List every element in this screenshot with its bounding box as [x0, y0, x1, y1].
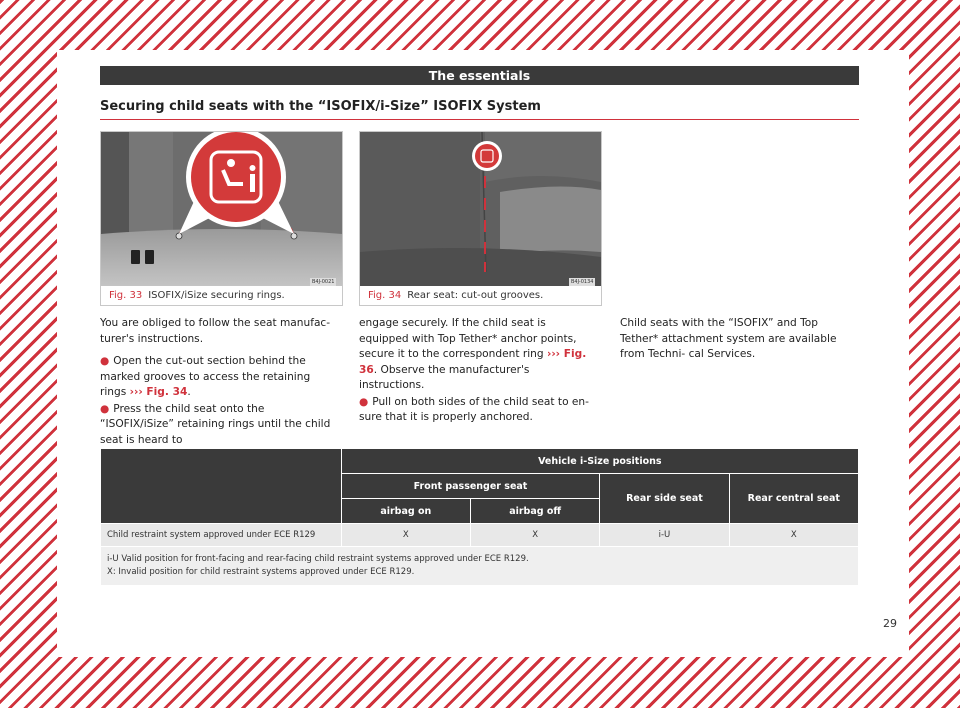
bullet-icon: ●	[100, 355, 110, 367]
i-size-positions-table	[100, 448, 859, 586]
figure-34	[359, 131, 602, 306]
intro-paragraph: You are obliged to follow the seat manufac- turer's instructions.	[100, 317, 331, 345]
figure-33-caption	[109, 290, 285, 301]
bullet-open-cutout	[100, 354, 338, 401]
title-divider	[100, 119, 859, 120]
airbag-on-header: airbag on	[341, 499, 470, 524]
table-notes	[101, 547, 859, 586]
figure-34-code: B4J-0134	[571, 279, 594, 285]
bullet-icon: ●	[359, 395, 369, 408]
bullet-pull-sides	[359, 395, 597, 426]
table-row	[101, 524, 859, 547]
note-valid-position: i-U Valid position for front-facing and rear-facing child restraint systems approved under ECE R129.	[107, 554, 529, 564]
bullet-open-cutout-end: .	[187, 386, 191, 398]
table-corner-cell	[101, 449, 342, 524]
figure-33-illustration	[101, 132, 342, 286]
rear-central-header: Rear central seat	[729, 474, 858, 524]
figure-34-caption	[368, 290, 543, 301]
figure-34-illustration	[360, 132, 601, 286]
engage-paragraph	[359, 316, 597, 394]
text-column-1	[100, 316, 338, 455]
table-notes-row	[101, 547, 859, 586]
bullet-pull-sides-text: Pull on both sides of the child seat to en- sure that it is properly anchored.	[359, 395, 589, 423]
cell-airbag-on: X	[341, 524, 470, 547]
text-column-3	[620, 316, 858, 370]
bullet-press-seat-text: Press the child seat onto the “ISOFIX/iSize” retaining rings until the child seat is heard to	[100, 402, 331, 446]
child-seat-i-icon	[475, 144, 499, 168]
rear-side-header: Rear side seat	[600, 474, 729, 524]
availability-paragraph: Child seats with the “ISOFIX” and Top Tether* attachment system are available from Techni- cal Services.	[620, 317, 837, 360]
fig-36-reference-link[interactable]: ››› Fig. 36	[359, 348, 587, 376]
cell-rear-central: X	[729, 524, 858, 547]
airbag-off-header: airbag off	[470, 499, 599, 524]
cell-airbag-off: X	[470, 524, 599, 547]
front-passenger-header: Front passenger seat	[341, 474, 600, 499]
figure-34-caption-text: Rear seat: cut-out grooves.	[407, 290, 544, 301]
figure-33-caption-text: ISOFIX/iSize securing rings.	[148, 290, 285, 301]
cell-rear-side: i-U	[600, 524, 729, 547]
figure-33-image	[101, 132, 342, 286]
figure-34-number: Fig. 34	[368, 290, 402, 301]
text-column-2	[359, 316, 597, 433]
engage-paragraph-text: engage securely. If the child seat is equipped with Top Tether* anchor points, secure it to the correspondent ring	[359, 317, 577, 360]
figure-34-image	[360, 132, 601, 286]
figure-33	[100, 131, 343, 306]
row-label: Child restraint system approved under ECE R129	[101, 524, 342, 547]
note-invalid-position: X: Invalid position for child restraint systems approved under ECE R129.	[107, 567, 415, 577]
engage-paragraph-end: . Observe the manufacturer's instructions.	[359, 363, 530, 391]
chapter-header-bar: The essentials	[100, 66, 859, 85]
table-group-header: Vehicle i-Size positions	[341, 449, 858, 474]
bullet-press-seat	[100, 402, 338, 449]
page-number: 29	[883, 617, 897, 630]
bullet-icon: ●	[100, 402, 110, 415]
fig-34-reference-link[interactable]: ››› Fig. 34	[129, 386, 188, 398]
section-title: Securing child seats with the “ISOFIX/i-Size” ISOFIX System	[100, 99, 541, 114]
bullet-open-cutout-text: Open the cut-out section behind the marked grooves to access the retaining rings	[100, 355, 311, 398]
figure-33-code: B4J-0021	[312, 279, 335, 285]
figure-33-number: Fig. 33	[109, 290, 143, 301]
